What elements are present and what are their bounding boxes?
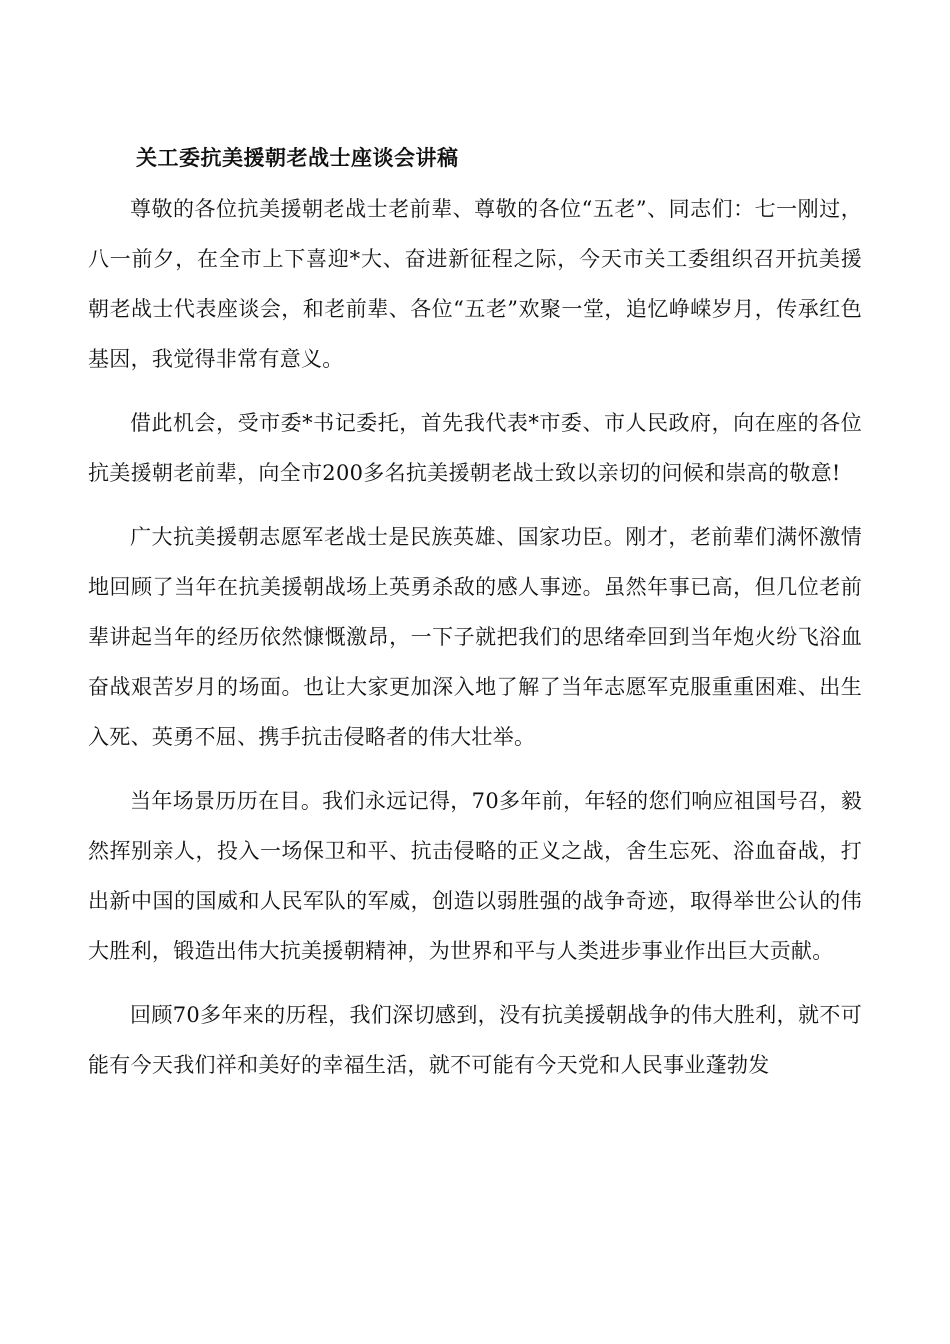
paragraph-memories: 当年场景历历在目。我们永远记得，70多年前，年轻的您们响应祖国号召，毅然挥别亲人，投入一场保卫和平、抗击侵略的正义之战，舍生忘死、浴血奋战，打出新中国的国威和人民军队的军威，创造以弱胜强的战争奇迹，取得举世公认的伟大胜利，锻造出伟大抗美援朝精神，为世界和平与人类进步事业作出巨大贡献。 (88, 789, 862, 963)
document-title: 关工委抗美援朝老战士座谈会讲稿 (136, 146, 459, 170)
paragraph-greeting: 尊敬的各位抗美援朝老战士老前辈、尊敬的各位“五老”、同志们：七一刚过，八一前夕，在全市上下喜迎*大、奋进新征程之际，今天市关工委组织召开抗美援朝老战士代表座谈会，和老前辈、各位“五老”欢聚一堂，追忆峥嵘岁月，传承红色基因，我觉得非常有意义。 (88, 197, 862, 371)
paragraph-regards: 借此机会，受市委*书记委托，首先我代表*市委、市人民政府，向在座的各位抗美援朝老前辈，向全市200多名抗美援朝老战士致以亲切的问候和崇高的敬意! (88, 411, 862, 485)
paragraph-heroes: 广大抗美援朝志愿军老战士是民族英雄、国家功臣。刚才，老前辈们满怀激情地回顾了当年在抗美援朝战场上英勇杀敌的感人事迹。虽然年事已高，但几位老前辈讲起当年的经历依然慷慨激昂，一下子就把我们的思绪牵回到当年炮火纷飞浴血奋战艰苦岁月的场面。也让大家更加深入地了解了当年志愿军克服重重困难、出生入死、英勇不屈、携手抗击侵略者的伟大壮举。 (88, 525, 862, 749)
paragraph-review: 回顾70多年来的历程，我们深切感到，没有抗美援朝战争的伟大胜利，就不可能有今天我们祥和美好的幸福生活，就不可能有今天党和人民事业蓬勃发 (88, 1003, 862, 1077)
document-body (88, 140, 862, 1090)
